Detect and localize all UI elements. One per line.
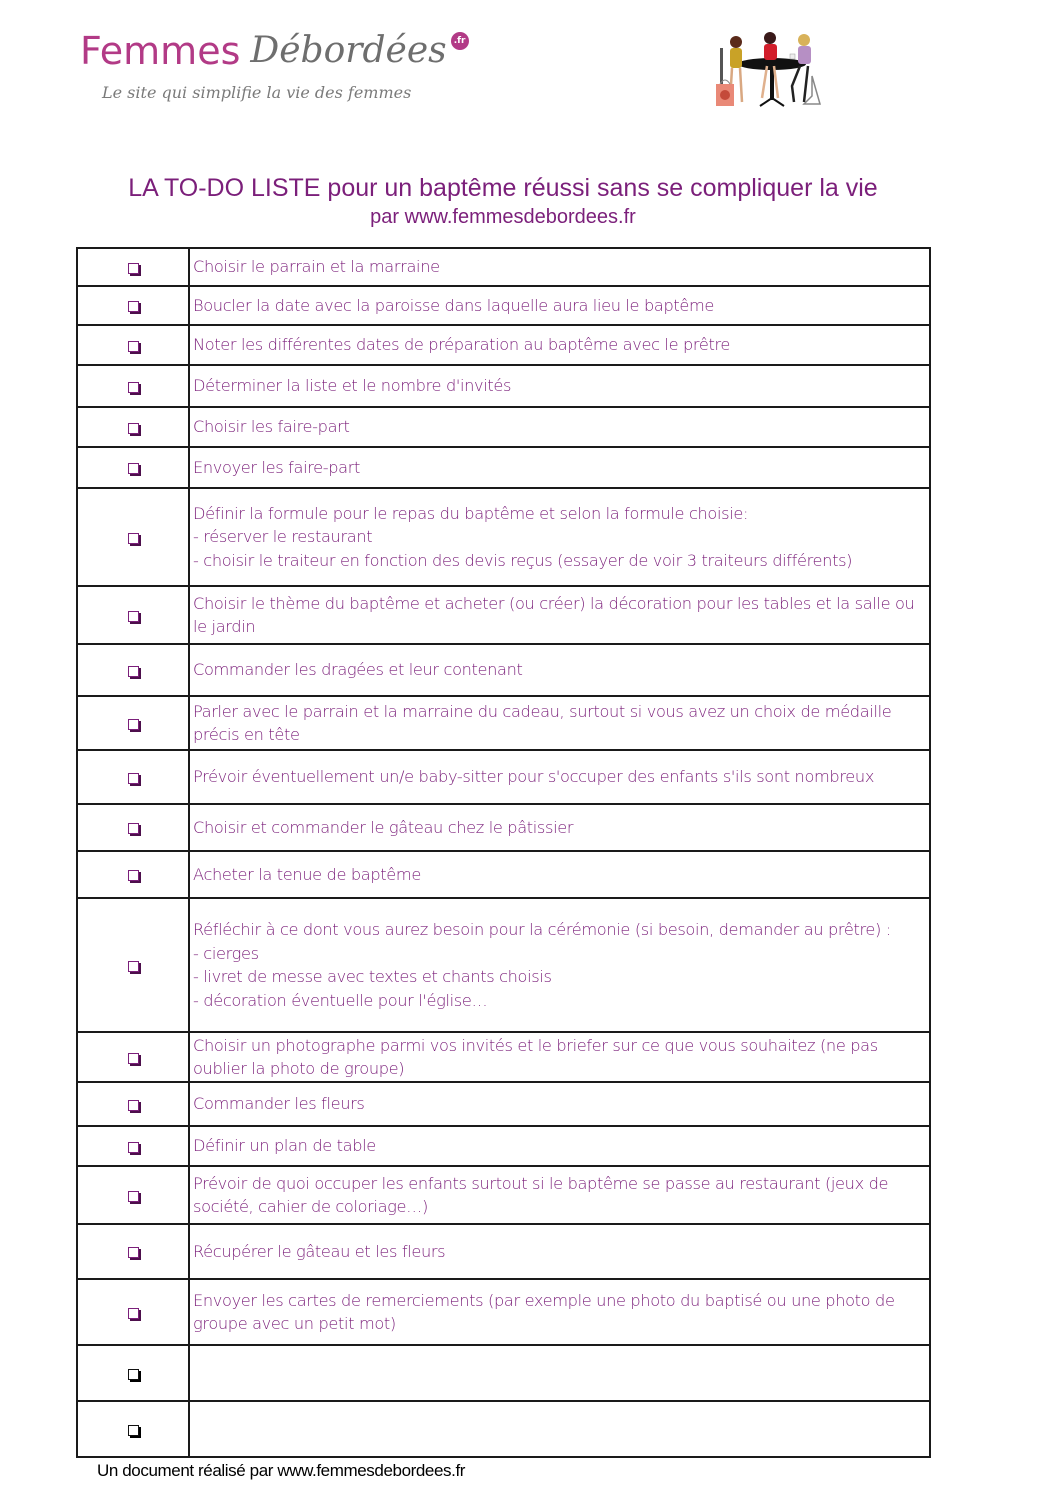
checkbox[interactable]	[128, 1191, 139, 1202]
checkbox-cell	[77, 898, 189, 1032]
checklist-row	[77, 325, 930, 365]
logo-tld-badge: .fr	[451, 32, 469, 50]
checkbox[interactable]	[128, 1100, 139, 1111]
checkbox-cell	[77, 447, 189, 488]
checkbox[interactable]	[128, 823, 139, 834]
task-text: Choisir le thème du baptême et acheter (ou créer) la décoration pour les tables et la salle ou le jardin	[189, 586, 930, 644]
logo-word-debordees: Débordées	[250, 30, 447, 71]
task-text: Choisir les faire-part	[189, 407, 930, 447]
checklist-row	[77, 365, 930, 407]
task-text: Choisir un photographe parmi vos invités et le briefer sur ce que vous souhaitez (ne pas oublier la photo de groupe)	[189, 1032, 930, 1082]
task-text: Définir la formule pour le repas du baptême et selon la formule choisie: - réserver le restaurant - choisir le traiteur en fonction des devis reçus (essayer de voir 3 traiteurs différents)	[189, 488, 930, 586]
checkbox[interactable]	[128, 263, 139, 274]
logo-wordmark	[80, 28, 600, 76]
checklist-row	[77, 1082, 930, 1126]
checkbox-cell	[77, 1345, 189, 1401]
checkbox-cell	[77, 488, 189, 586]
checkbox[interactable]	[128, 1425, 139, 1436]
checkbox[interactable]	[128, 533, 139, 544]
checkbox[interactable]	[128, 1142, 139, 1153]
checklist-row	[77, 488, 930, 586]
checkbox-cell	[77, 248, 189, 286]
checkbox[interactable]	[128, 773, 139, 784]
checkbox-cell	[77, 851, 189, 898]
checkbox-cell	[77, 286, 189, 325]
checkbox[interactable]	[128, 382, 139, 393]
checkbox-cell	[77, 586, 189, 644]
task-text: Parler avec le parrain et la marraine du cadeau, surtout si vous avez un choix de médaille précis en tête	[189, 696, 930, 750]
todo-checklist-table	[76, 247, 931, 1458]
checklist-row	[77, 1224, 930, 1279]
checkbox-cell	[77, 1126, 189, 1166]
checkbox[interactable]	[128, 611, 139, 622]
checkbox[interactable]	[128, 423, 139, 434]
task-text: Réfléchir à ce dont vous aurez besoin pour la cérémonie (si besoin, demander au prêtre) : - cierges - livret de messe avec textes et chants choisis - décoration éventuelle pour l'église…	[189, 898, 930, 1032]
task-text: Noter les différentes dates de préparation au baptême avec le prêtre	[189, 325, 930, 365]
checkbox-cell	[77, 644, 189, 696]
page-subtitle: par www.femmesdebordees.fr	[370, 206, 636, 228]
checklist-row	[77, 586, 930, 644]
page-title: LA TO-DO LISTE pour un baptême réussi sans se compliquer la vie	[128, 174, 878, 202]
task-text	[189, 1345, 930, 1401]
checkbox[interactable]	[128, 463, 139, 474]
checkbox-cell	[77, 1082, 189, 1126]
task-text	[189, 1401, 930, 1457]
checklist-row	[77, 804, 930, 851]
logo-tagline: Le site qui simplifie la vie des femmes	[102, 83, 412, 102]
task-text: Boucler la date avec la paroisse dans laquelle aura lieu le baptême	[189, 286, 930, 325]
checkbox-cell	[77, 1279, 189, 1345]
task-text: Récupérer le gâteau et les fleurs	[189, 1224, 930, 1279]
checkbox[interactable]	[128, 666, 139, 677]
checklist-row	[77, 286, 930, 325]
task-text: Prévoir éventuellement un/e baby-sitter pour s'occuper des enfants s'ils sont nombreux	[189, 750, 930, 804]
cafe-women-illustration	[712, 26, 832, 110]
checkbox[interactable]	[128, 961, 139, 972]
checklist-row	[77, 644, 930, 696]
brand-logo	[80, 28, 600, 114]
checklist-row	[77, 1345, 930, 1401]
checkbox[interactable]	[128, 341, 139, 352]
task-text: Envoyer les faire-part	[189, 447, 930, 488]
checklist-row	[77, 851, 930, 898]
task-text: Envoyer les cartes de remerciements (par exemple une photo du baptisé ou une photo de groupe avec un petit mot)	[189, 1279, 930, 1345]
task-text: Choisir le parrain et la marraine	[189, 248, 930, 286]
task-text: Choisir et commander le gâteau chez le pâtissier	[189, 804, 930, 851]
task-text: Commander les fleurs	[189, 1082, 930, 1126]
checklist-row	[77, 407, 930, 447]
checkbox-cell	[77, 1224, 189, 1279]
checkbox[interactable]	[128, 1308, 139, 1319]
task-text: Acheter la tenue de baptême	[189, 851, 930, 898]
checkbox-cell	[77, 750, 189, 804]
checklist-row	[77, 898, 930, 1032]
checklist-row	[77, 1032, 930, 1082]
checklist-row	[77, 1279, 930, 1345]
checkbox[interactable]	[128, 719, 139, 730]
task-text: Déterminer la liste et le nombre d'invités	[189, 365, 930, 407]
logo-word-femmes: Femmes	[80, 29, 241, 73]
checkbox-cell	[77, 325, 189, 365]
checkbox[interactable]	[128, 1369, 139, 1380]
checklist-row	[77, 447, 930, 488]
checkbox[interactable]	[128, 301, 139, 312]
checkbox[interactable]	[128, 870, 139, 881]
footer-credit: Un document réalisé par www.femmesdebordees.fr	[97, 1461, 466, 1480]
checkbox-cell	[77, 365, 189, 407]
checkbox[interactable]	[128, 1247, 139, 1258]
task-text: Définir un plan de table	[189, 1126, 930, 1166]
title-block	[0, 172, 1006, 230]
checklist-row	[77, 1166, 930, 1224]
checklist-row	[77, 750, 930, 804]
checkbox[interactable]	[128, 1053, 139, 1064]
checkbox-cell	[77, 804, 189, 851]
checklist-row	[77, 248, 930, 286]
checklist-row	[77, 696, 930, 750]
checkbox-cell	[77, 696, 189, 750]
task-text: Prévoir de quoi occuper les enfants surtout si le baptême se passe au restaurant (jeux de société, cahier de coloriage…)	[189, 1166, 930, 1224]
checkbox-cell	[77, 407, 189, 447]
task-text: Commander les dragées et leur contenant	[189, 644, 930, 696]
checkbox-cell	[77, 1401, 189, 1457]
checkbox-cell	[77, 1166, 189, 1224]
checklist-row	[77, 1126, 930, 1166]
checklist-row	[77, 1401, 930, 1457]
checkbox-cell	[77, 1032, 189, 1082]
